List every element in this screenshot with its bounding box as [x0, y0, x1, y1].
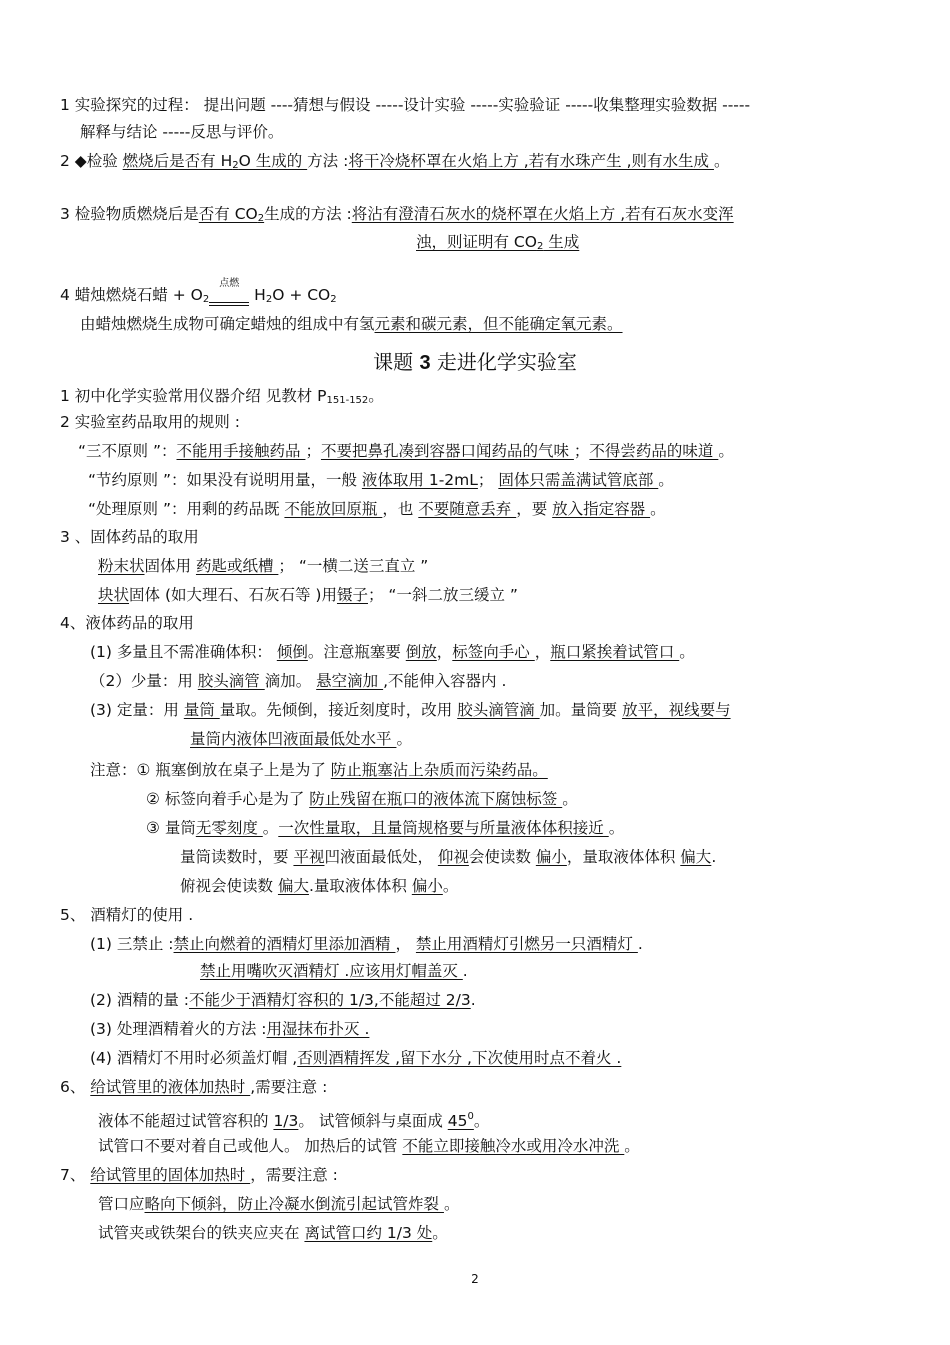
section-title: 课题 3 走进化学实验室 [373, 350, 577, 374]
line-25: 俯视会使读数 偏大.量取液体体积 偏小。 [180, 877, 459, 895]
line-7: 由蜡烛燃烧生成物可确定蜡烛的组成中有氢元素和碳元素，但不能确定氧元素。 [80, 315, 623, 333]
line-16: 4、液体药品的取用 [60, 614, 194, 632]
line-31: (4) 酒精灯不用时必须盖灯帽 ,否则酒精挥发 ,留下水分 ,下次使用时点不着火 . [90, 1049, 622, 1067]
line-20: 量筒内液体凹液面最低处水平 。 [190, 730, 412, 748]
line-13: 3 、固体药品的取用 [60, 528, 199, 546]
page-number: 2 [471, 1272, 479, 1286]
line-18: （2）少量：用 胶头滴管 滴加。 悬空滴加 ,不能伸入容器内 . [90, 672, 507, 690]
line-3: 2 ◆检验 燃烧后是否有 $H_2O$ 生成的 方法 :将干冷烧杯罩在火焰上方 ,若有水珠产生 ,则有水生成 。 [60, 152, 730, 171]
line-9: 2 实验室药品取用的规则 : [60, 413, 240, 431]
line-2: 解释与结论 -----反思与评价。 [80, 123, 284, 141]
line-10: “三不原则 ”：不能用手接触药品 ；不要把鼻孔凑到容器口闻药品的气味 ；不得尝药品的味道 。 [78, 442, 734, 460]
line-24: 量筒读数时，要 平视凹液面最低处， 仰视会使读数 偏小，量取液体体积 偏大. [180, 848, 717, 866]
line-32: 6、 给试管里的液体加热时 ,需要注意 : [60, 1078, 328, 1096]
line-27: (1) 三禁止 :禁止向燃着的酒精灯里添加酒精 ， 禁止用酒精灯引燃另一只酒精灯 . [90, 935, 643, 953]
line-5: 浊，则证明有 $CO_2$ 生成 [416, 233, 580, 252]
line-4: 3 检验物质燃烧后是否有 $CO_2$生成的方法 :将沾有澄清石灰水的烧杯罩在火焰上方 ,若有石灰水变浑 [60, 205, 734, 224]
line-23: ③ 量筒无零刻度 。一次性量取，且量筒规格要与所量液体体积接近 。 [146, 819, 625, 837]
line-35: 7、 给试管里的固体加热时 ，需要注意 : [60, 1166, 338, 1184]
line-34: 试管口不要对着自己或他人。 加热后的试管 不能立即接触冷水或用冷水冲洗 。 [98, 1137, 640, 1155]
line-29: (2) 酒精的量 :不能少于酒精灯容积的 1/3,不能超过 2/3. [90, 991, 476, 1009]
line-19: (3) 定量：用 量筒 量取。先倾倒，接近刻度时，改用 胶头滴管滴 加。量筒要 放平，视线要与 [90, 701, 731, 719]
line-14: 粉末状固体用 药匙或纸槽 ； “一横二送三直立 ” [98, 557, 429, 575]
line-30: (3) 处理酒精着火的方法 :用湿抹布扑灭 . [90, 1020, 370, 1038]
line-36: 管口应略向下倾斜，防止冷凝水倒流引起试管炸裂 。 [98, 1195, 460, 1213]
line-26: 5、 酒精灯的使用 . [60, 906, 194, 924]
line-28: 禁止用嘴吹灭酒精灯 .应该用灯帽盖灭 . [200, 962, 468, 980]
line-12: “处理原则 ”：用剩的药品既 不能放回原瓶 ，也 不要随意丢弃 ，要 放入指定容器 。 [88, 500, 666, 518]
line-11: “节约原则 ”：如果没有说明用量，一般 液体取用 1-2mL； 固体只需盖满试管底部 。 [88, 471, 674, 489]
reaction-condition: 点燃 [209, 292, 249, 311]
line-8: 1 初中化学实验常用仪器介绍 见教材 $P_{151-152}$。 [60, 387, 384, 406]
line-17: (1) 多量且不需准确体积： 倾倒。注意瓶塞要 倒放，标签向手心 ，瓶口紧挨着试管口 。 [90, 643, 695, 661]
line-37: 试管夹或铁架台的铁夹应夹在 离试管口约 1/3 处。 [98, 1224, 448, 1242]
line-1: 1 实验探究的过程： 提出问题 ----猜想与假设 -----设计实验 -----实验验证 -----收集整理实验数据 ----- [60, 96, 751, 114]
line-15: 块状固体 (如大理石、石灰石等 )用镊子； “一斜二放三缓立 ” [98, 586, 518, 604]
line-6-equation: 4 蜡烛燃烧石蜡 + $O_2$ 点燃 $H_2O + CO_2$ [60, 284, 337, 311]
line-22: ② 标签向着手心是为了 防止残留在瓶口的液体流下腐蚀标签 。 [146, 790, 578, 808]
line-21: 注意：① 瓶塞倒放在桌子上是为了 防止瓶塞沾上杂质而污染药品。 [90, 761, 548, 779]
line-33: 液体不能超过试管容积的 1/3。 试管倾斜与桌面成 $45^0$。 [98, 1111, 490, 1130]
